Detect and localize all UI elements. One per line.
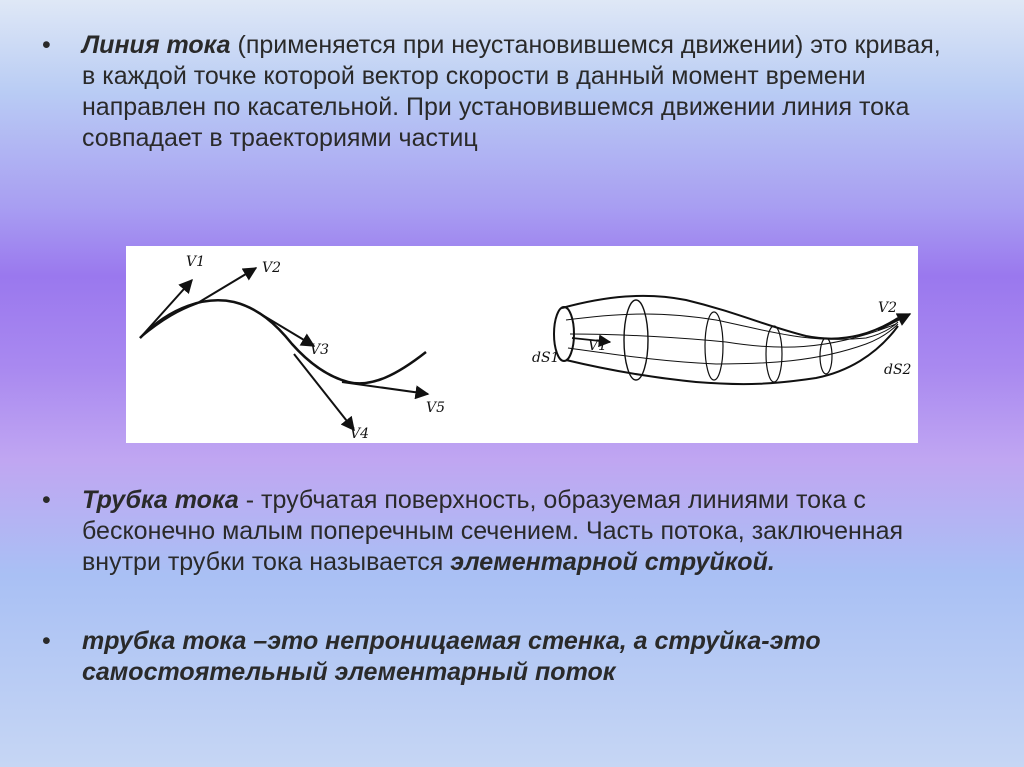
label-v4: V4	[350, 426, 370, 442]
bullet-marker: •	[42, 31, 51, 59]
stream-tube-definition	[82, 485, 942, 578]
bullet-streamline	[42, 30, 942, 154]
bullet-marker: •	[42, 627, 51, 655]
streamline-term: Линия тока	[82, 31, 231, 59]
v4-arrow	[294, 354, 354, 430]
label-v2: V2	[262, 260, 282, 276]
section-3	[766, 326, 782, 382]
tube-inner-line-1	[566, 314, 898, 339]
stream-tube-diagram	[554, 296, 910, 384]
bullet-stream-tube	[42, 485, 942, 578]
tube-vs-jet-text: трубка тока –это непроницаемая стенка, а струйка-это самостоятельный элементарный поток	[82, 627, 821, 686]
streamline-figure	[126, 246, 918, 443]
streamline-diagram	[140, 268, 428, 430]
label-v5: V5	[426, 400, 446, 416]
v2-arrow	[196, 268, 256, 304]
elementary-jet-term: элементарной струйкой.	[450, 548, 775, 576]
bullet-tube-vs-jet	[42, 626, 942, 688]
label-v3: V3	[310, 342, 330, 358]
figure-panel	[126, 246, 918, 443]
section-1	[624, 300, 648, 380]
bullet-marker: •	[42, 486, 51, 514]
tube-inner-line-3	[570, 324, 896, 347]
label-ds1: dS1	[532, 350, 560, 366]
v3-arrow	[254, 310, 314, 346]
section-2	[705, 312, 723, 380]
tube-inner-line-2	[568, 324, 898, 364]
stream-tube-text: - трубчатая поверхность, образуемая линиями тока с бесконечно малым поперечным сечением. Часть потока, заключенная внутри трубки тока называется	[82, 486, 904, 576]
label-tube-v1: V1	[588, 338, 608, 354]
v5-arrow	[342, 382, 428, 394]
tube-top-wall	[562, 296, 898, 339]
label-ds2: dS2	[884, 362, 912, 378]
streamline-curve	[140, 300, 426, 383]
label-v1: V1	[186, 254, 206, 270]
label-tube-v2: V2	[878, 300, 898, 316]
streamline-text: (применяется при неустановившемся движении) это кривая, в каждой точке которой вектор скорости в данный момент времени направлен по касательной. При установившемся движении линия тока совпадает в траекториями частиц	[82, 31, 941, 152]
streamline-definition	[82, 30, 942, 154]
stream-tube-term: Трубка тока	[82, 486, 239, 514]
streamline-curve-2	[140, 304, 196, 338]
